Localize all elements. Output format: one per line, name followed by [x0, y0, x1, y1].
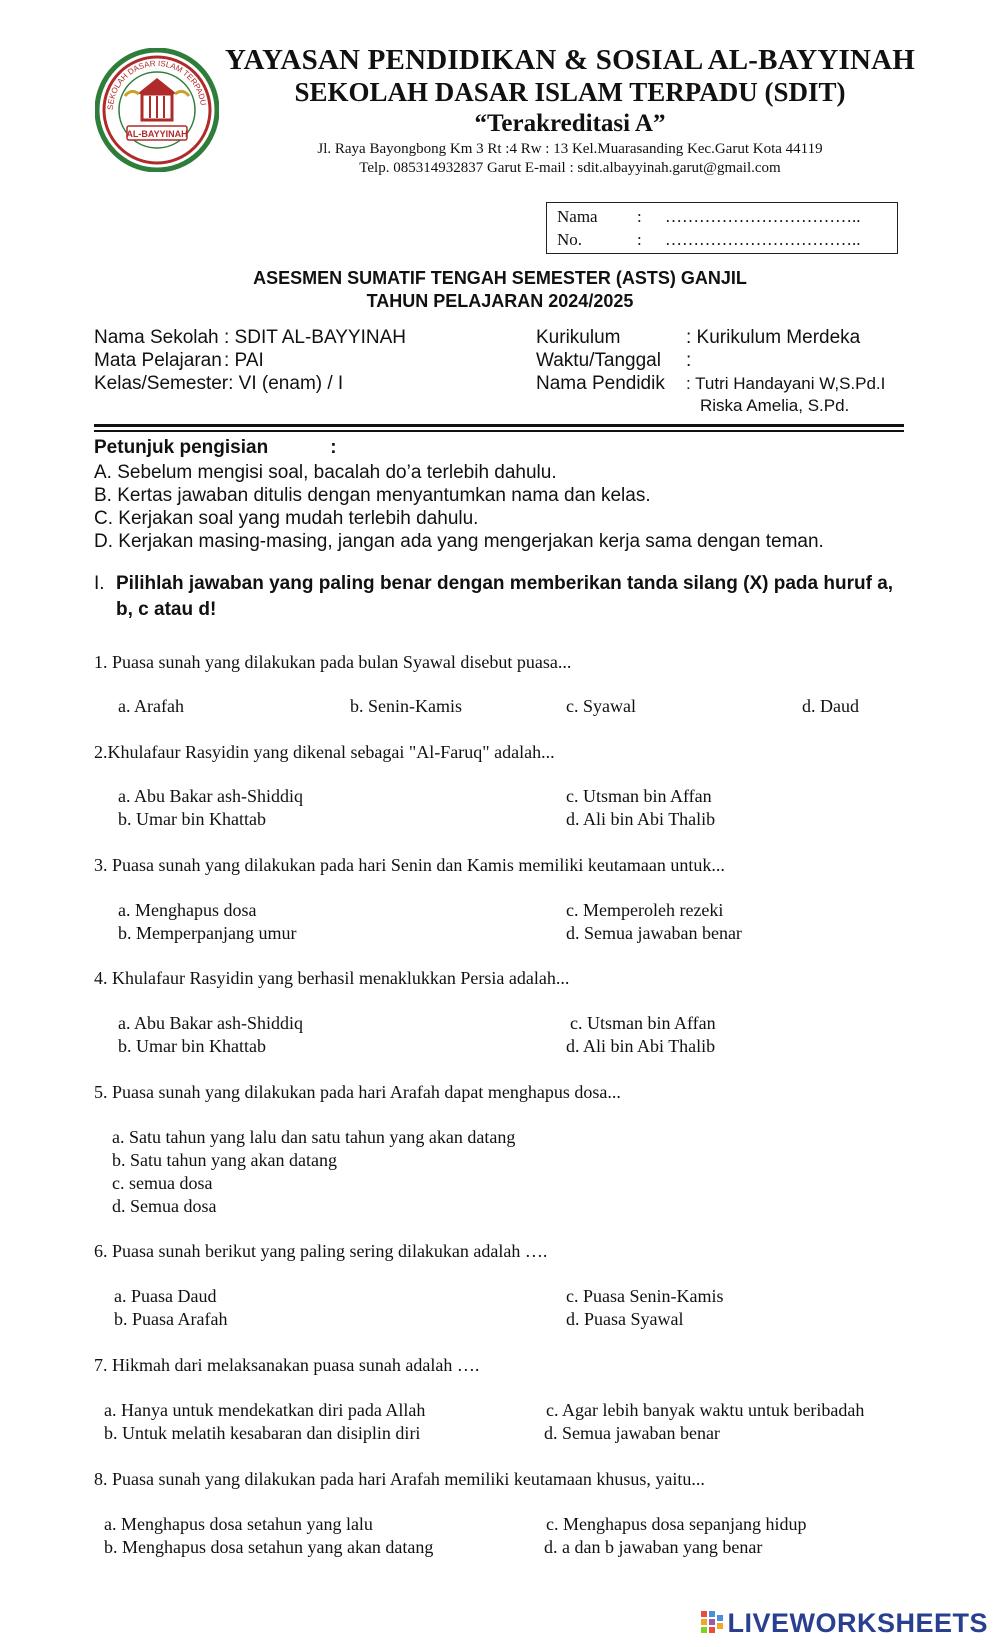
- q1-option-c[interactable]: c. Syawal: [566, 696, 636, 716]
- q4-option-a[interactable]: a. Abu Bakar ash-Shiddiq: [118, 1013, 303, 1033]
- instruction-item: B. Kertas jawaban ditulis dengan menyantumkan nama dan kelas.: [94, 485, 651, 506]
- section-text: Pilihlah jawaban yang paling benar dengan memberikan tanda silang (X) pada huruf a, b, c atau d!: [116, 573, 894, 620]
- liveworksheets-logo-icon: [701, 1609, 727, 1639]
- instruction-item: C. Kerjakan soal yang mudah terlebih dahulu.: [94, 508, 479, 529]
- q5-option-c[interactable]: c. semua dosa: [112, 1173, 213, 1193]
- info-subject: [94, 350, 264, 372]
- q5-option-d[interactable]: d. Semua dosa: [112, 1196, 217, 1216]
- logo-ring-text: SEKOLAH DASAR ISLAM TERPADU: [105, 58, 208, 111]
- info-class: [94, 373, 343, 395]
- school-name: SEKOLAH DASAR ISLAM TERPADU (SDIT): [294, 77, 846, 107]
- q3-option-d[interactable]: d. Semua jawaban benar: [566, 923, 742, 943]
- q3-option-b[interactable]: b. Memperpanjang umur: [118, 923, 297, 943]
- name-colon: :: [637, 207, 642, 226]
- divider-thick: [94, 424, 904, 427]
- q5-option-b[interactable]: b. Satu tahun yang akan datang: [112, 1150, 337, 1170]
- q2-option-a[interactable]: a. Abu Bakar ash-Shiddiq: [118, 786, 303, 806]
- logo-banner-text: AL-BAYYINAH: [126, 129, 188, 139]
- q2-option-d[interactable]: d. Ali bin Abi Thalib: [566, 809, 716, 829]
- info-time-value: :: [686, 350, 692, 371]
- question-7: 7. Hikmah dari melaksanakan puasa sunah adalah ….: [94, 1355, 480, 1375]
- question-4: 4. Khulafaur Rasyidin yang berhasil menaklukkan Persia adalah...: [94, 968, 570, 988]
- info-teacher: [536, 373, 885, 395]
- info-time: [536, 350, 691, 372]
- number-field: ……………………………..: [665, 230, 861, 249]
- q1-option-b[interactable]: b. Senin-Kamis: [350, 696, 462, 716]
- info-curriculum-value: : Kurikulum Merdeka: [686, 327, 861, 348]
- q7-option-b[interactable]: b. Untuk melatih kesabaran dan disiplin diri: [104, 1423, 421, 1443]
- q8-option-a[interactable]: a. Menghapus dosa setahun yang lalu: [104, 1514, 373, 1534]
- instructions-title: [94, 437, 337, 459]
- question-2: 2.Khulafaur Rasyidin yang dikenal sebagai "Al-Faruq" adalah...: [94, 742, 555, 762]
- info-class-label: Kelas/Semester: [94, 373, 229, 394]
- instructions-colon: :: [330, 437, 337, 458]
- info-curriculum-label: Kurikulum: [536, 327, 621, 348]
- info-teacher-value: : Tutri Handayani W,S.Pd.I: [686, 374, 886, 393]
- student-name-box: [546, 202, 898, 254]
- school-address: Jl. Raya Bayongbong Km 3 Rt :4 Rw : 13 Kel.Muarasanding Kec.Garut Kota 44119: [317, 141, 823, 157]
- name-field: ……………………………..: [665, 207, 861, 226]
- number-row: [557, 230, 861, 250]
- q7-option-c[interactable]: c. Agar lebih banyak waktu untuk beribadah: [546, 1400, 865, 1420]
- q6-option-c[interactable]: c. Puasa Senin-Kamis: [566, 1286, 724, 1306]
- number-colon: :: [637, 230, 642, 249]
- name-label: Nama: [557, 207, 598, 226]
- q7-option-d[interactable]: d. Semua jawaban benar: [544, 1423, 720, 1443]
- q5-option-a[interactable]: a. Satu tahun yang lalu dan satu tahun yang akan datang: [112, 1127, 516, 1147]
- info-time-label: Waktu/Tanggal: [536, 350, 661, 371]
- question-1: 1. Puasa sunah yang dilakukan pada bulan Syawal disebut puasa...: [94, 652, 572, 672]
- q8-option-b[interactable]: b. Menghapus dosa setahun yang akan datang: [104, 1537, 434, 1557]
- divider-thin: [94, 430, 904, 432]
- question-5: 5. Puasa sunah yang dilakukan pada hari Arafah dapat menghapus dosa...: [94, 1082, 621, 1102]
- q6-option-b[interactable]: b. Puasa Arafah: [114, 1309, 228, 1329]
- instruction-item: A. Sebelum mengisi soal, bacalah do’a terlebih dahulu.: [94, 462, 557, 483]
- q1-option-a[interactable]: a. Arafah: [118, 696, 184, 716]
- q6-option-d[interactable]: d. Puasa Syawal: [566, 1309, 684, 1329]
- info-curriculum: [536, 327, 860, 349]
- info-school-label: Nama Sekolah: [94, 327, 219, 348]
- name-row: [557, 207, 861, 227]
- q2-option-b[interactable]: b. Umar bin Khattab: [118, 809, 266, 829]
- section-heading: [94, 571, 914, 623]
- info-teacher-label: Nama Pendidik: [536, 373, 665, 394]
- liveworksheets-watermark: [701, 1608, 988, 1639]
- q4-option-d[interactable]: d. Ali bin Abi Thalib: [566, 1036, 716, 1056]
- question-8: 8. Puasa sunah yang dilakukan pada hari Arafah memiliki keutamaan khusus, yaitu...: [94, 1469, 705, 1489]
- info-school-value: : SDIT AL-BAYYINAH: [224, 327, 406, 348]
- q8-option-c[interactable]: c. Menghapus dosa sepanjang hidup: [546, 1514, 807, 1534]
- section-number: I.: [94, 573, 105, 594]
- info-class-value: : VI (enam) / I: [228, 373, 344, 394]
- number-label: No.: [557, 230, 583, 249]
- q3-option-c[interactable]: c. Memperoleh rezeki: [566, 900, 724, 920]
- school-contact: Telp. 085314932837 Garut E-mail : sdit.albayyinah.garut@gmail.com: [359, 160, 781, 176]
- school-logo: [95, 48, 219, 172]
- instruction-item: D. Kerjakan masing-masing, jangan ada yang mengerjakan kerja sama dengan teman.: [94, 531, 824, 552]
- question-6: 6. Puasa sunah berikut yang paling sering dilakukan adalah ….: [94, 1241, 548, 1261]
- foundation-name: YAYASAN PENDIDIKAN & SOSIAL AL-BAYYINAH: [224, 44, 916, 76]
- q2-option-c[interactable]: c. Utsman bin Affan: [566, 786, 712, 806]
- q6-option-a[interactable]: a. Puasa Daud: [114, 1286, 217, 1306]
- accreditation: “Terakreditasi A”: [474, 110, 666, 137]
- info-teacher-value-2: Riska Amelia, S.Pd.: [700, 396, 850, 415]
- q1-option-d[interactable]: d. Daud: [802, 696, 859, 716]
- q8-option-d[interactable]: d. a dan b jawaban yang benar: [544, 1537, 763, 1557]
- exam-title: ASESMEN SUMATIF TENGAH SEMESTER (ASTS) GANJIL: [253, 268, 747, 288]
- q4-option-b[interactable]: b. Umar bin Khattab: [118, 1036, 266, 1056]
- q3-option-a[interactable]: a. Menghapus dosa: [118, 900, 257, 920]
- q4-option-c[interactable]: c. Utsman bin Affan: [570, 1013, 716, 1033]
- question-3: 3. Puasa sunah yang dilakukan pada hari Senin dan Kamis memiliki keutamaan untuk...: [94, 855, 725, 875]
- instructions-title-text: Petunjuk pengisian: [94, 437, 269, 458]
- info-school: [94, 327, 406, 349]
- q7-option-a[interactable]: a. Hanya untuk mendekatkan diri pada Allah: [104, 1400, 426, 1420]
- info-subject-label: Mata Pelajaran: [94, 350, 222, 371]
- info-subject-value: : PAI: [224, 350, 264, 371]
- liveworksheets-text: LIVEWORKSHEETS: [727, 1608, 988, 1638]
- academic-year: TAHUN PELAJARAN 2024/2025: [366, 291, 634, 311]
